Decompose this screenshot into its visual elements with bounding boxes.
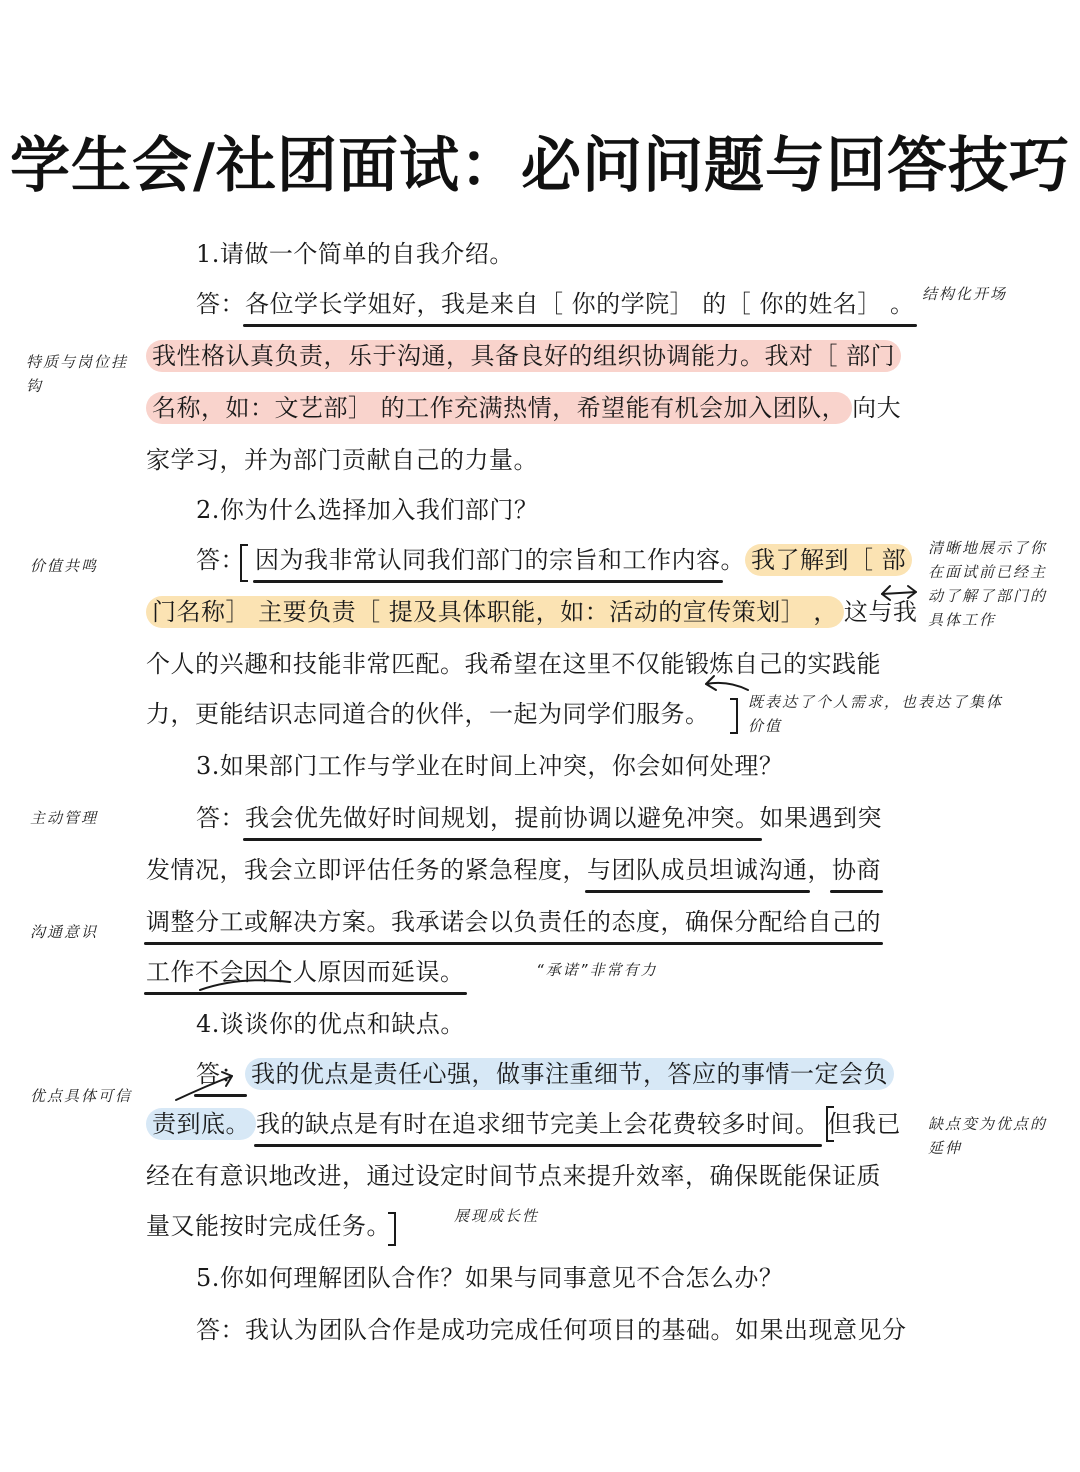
answer-2-line-1 [196,540,912,580]
answer-1-line-4: 家学习，并为部门贡献自己的力量。 [146,446,538,474]
answer-3-line-1 [196,798,882,838]
question-1: 1.请做一个简单的自我介绍。 [196,240,514,268]
note-needs-and-value: 既表达了个人需求，也表达了集体价值 [748,693,1004,735]
open-bracket-mark [240,544,248,582]
answer-2-line-3: 个人的兴趣和技能非常匹配。我希望在这里不仅能锻炼自己的实践能 [146,650,881,678]
note-strength-credible: 优点具体可信 [30,1087,133,1105]
plain-text: 如果遇到突 [759,804,882,832]
answer-label: 答： [196,1316,245,1344]
close-bracket-mark [388,1212,396,1246]
note-traits-match: 特质与岗位挂钩 [26,353,129,395]
answer-label: 答： [196,290,245,318]
highlight-blue: 责到底。 [146,1108,256,1140]
note-growth: 展现成长性 [454,1207,540,1225]
note-structured-opening: 结构化开场 [922,285,1008,303]
page-title: 学生会/社团面试：必问问题与回答技巧 [10,131,1070,201]
underlined-text: 我的缺点是有时在追求细节完美上会花费较多时间。 [256,1104,820,1144]
note-active-management: 主动管理 [30,809,99,827]
highlight-yellow: 门名称］ 主要负责［ 提及具体职能，如：活动的宣传策划］ ， [146,596,844,628]
note-commitment: “承诺”非常有力 [536,961,658,979]
highlight-yellow: 我了解到［ 部 [745,544,912,576]
answer-5-line-1 [196,1310,907,1350]
answer-2-line-4: 力，更能结识志同道合的伙伴，一起为同学们服务。 [146,700,710,728]
highlight-blue: 我的优点是责任心强，做事注重细节，答应的事情一定会负 [245,1058,894,1090]
plain-text: 这与我 [843,598,918,626]
plain-text: 我认为团队合作是成功完成任何项目的基础。如果出现意见分 [245,1316,907,1344]
highlight-red: 名称，如：文艺部］ 的工作充满热情，希望能有机会加入团队， [146,392,852,424]
underlined-text: 我承诺会以负责任的态度，确保分配给自己的 [391,902,881,942]
answer-4-line-4: 量又能按时完成任务。 [146,1212,391,1240]
answer-2-line-2 [146,592,917,632]
answer-3-line-3 [146,902,881,942]
answer-3-line-4 [146,952,465,992]
underlined-text: 各位学长学姐好，我是来自［ 你的学院］ 的［ 你的姓名］ 。 [245,284,915,324]
answer-label: 答： [196,804,245,832]
answer-label: 答： [196,546,245,574]
question-3: 3.如果部门工作与学业在时间上冲突，你会如何处理？ [196,752,784,780]
answer-1-line-1 [196,284,915,324]
open-bracket-mark [826,1106,834,1142]
answer-4-line-1 [196,1054,894,1094]
plain-text: 向大 [852,394,902,422]
question-2: 2.你为什么选择加入我们部门？ [196,496,539,524]
close-bracket-mark [730,698,738,734]
plain-text: 但我已 [827,1110,901,1138]
answer-4-line-2 [146,1104,901,1144]
underlined-text: 我会优先做好时间规划，提前协调以避免冲突。 [245,798,760,838]
underlined-text: 工作不会因个人原因而延误。 [146,952,465,992]
underlined-text: 协商 [832,850,881,890]
answer-1-line-2 [146,336,901,376]
answer-4-line-3: 经在有意识地改进，通过设定时间节点来提升效率，确保既能保证质 [146,1162,881,1190]
underlined-text: 与团队成员坦诚沟通 [587,850,808,890]
question-5: 5.你如何理解团队合作？如果与同事意见不合怎么办？ [196,1264,784,1292]
note-communication: 沟通意识 [30,923,99,941]
underlined-label: 答： [196,1054,245,1094]
plain-text: 发情况，我会立即评估任务的紧急程度， [146,856,587,884]
note-value-resonance: 价值共鸣 [30,557,99,575]
note-weakness-extension: 缺点变为优点的延伸 [928,1115,1048,1157]
answer-3-line-2 [146,850,881,890]
note-research-shown: 清晰地展示了你在面试前已经主动了解了部门的具体工作 [928,539,1048,629]
underlined-text: 因为我非常认同我们部门的宗旨和工作内容 [255,540,721,580]
plain-text: 。 [720,546,745,574]
question-4: 4.谈谈你的优点和缺点。 [196,1010,465,1038]
plain-text: ， [807,856,832,884]
underlined-text: 调整分工或解决方案。 [146,902,391,942]
highlight-red: 我性格认真负责，乐于沟通，具备良好的组织协调能力。我对［ 部门 [146,340,901,372]
answer-1-line-3 [146,388,901,428]
